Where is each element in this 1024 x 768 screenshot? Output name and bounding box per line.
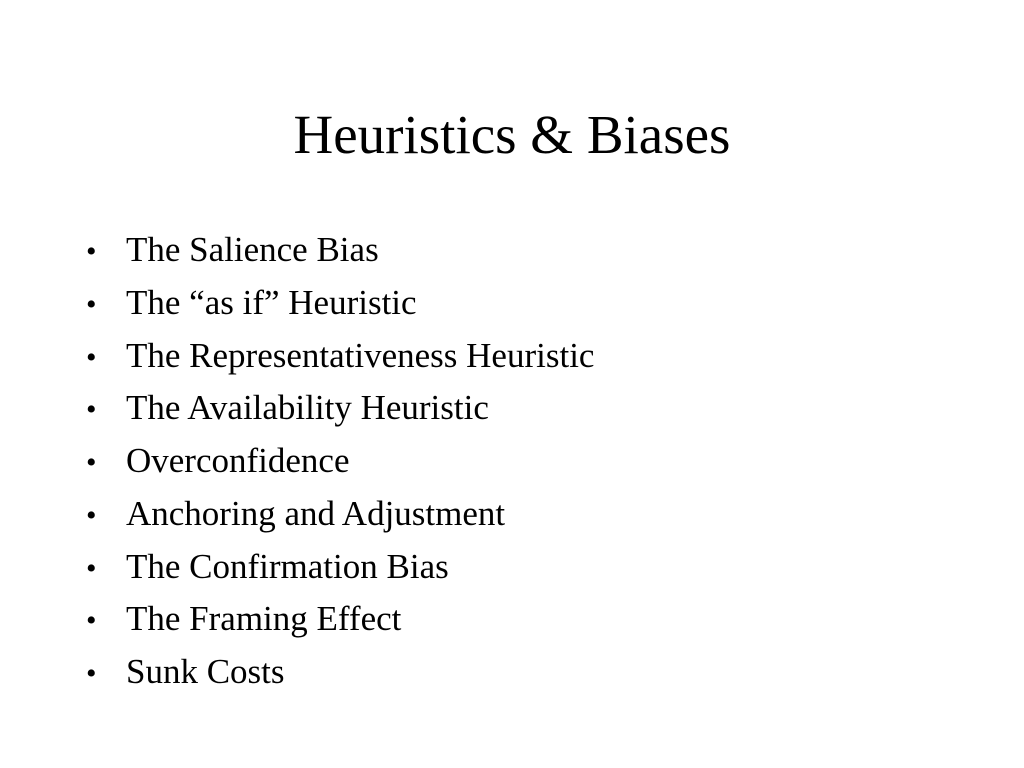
bullet-item-6	[86, 488, 594, 541]
bullet-marker: •	[86, 340, 97, 374]
bullet-text: Sunk Costs	[126, 652, 285, 691]
bullet-marker: •	[86, 235, 97, 268]
bullet-text: The Framing Effect	[126, 599, 402, 639]
bullet-text: Anchoring and Adjustment	[126, 493, 506, 533]
bullet-text: The Representativeness Heuristic	[126, 335, 595, 375]
bullet-marker: •	[86, 446, 97, 479]
bullet-marker: •	[86, 551, 97, 585]
bullet-text: The “as if” Heuristic	[126, 282, 417, 322]
bullet-item-1	[86, 224, 594, 277]
bullet-marker: •	[86, 657, 97, 690]
bullet-text: Overconfidence	[126, 441, 350, 480]
bullet-item-5	[86, 435, 594, 488]
bullet-marker: •	[86, 287, 97, 321]
bullet-marker: •	[86, 393, 97, 427]
bullet-item-2	[86, 277, 594, 330]
bullet-list	[86, 224, 594, 699]
bullet-item-9	[86, 646, 594, 699]
bullet-text: The Availability Heuristic	[126, 388, 489, 428]
bullet-item-7	[86, 541, 594, 594]
bullet-item-3	[86, 330, 594, 383]
bullet-item-8	[86, 593, 594, 646]
bullet-marker: •	[86, 604, 97, 638]
slide-title: Heuristics & Biases	[293, 104, 731, 165]
bullet-text: The Confirmation Bias	[126, 546, 449, 586]
bullet-marker: •	[86, 498, 97, 532]
bullet-item-4	[86, 382, 594, 435]
bullet-text: The Salience Bias	[126, 230, 379, 269]
